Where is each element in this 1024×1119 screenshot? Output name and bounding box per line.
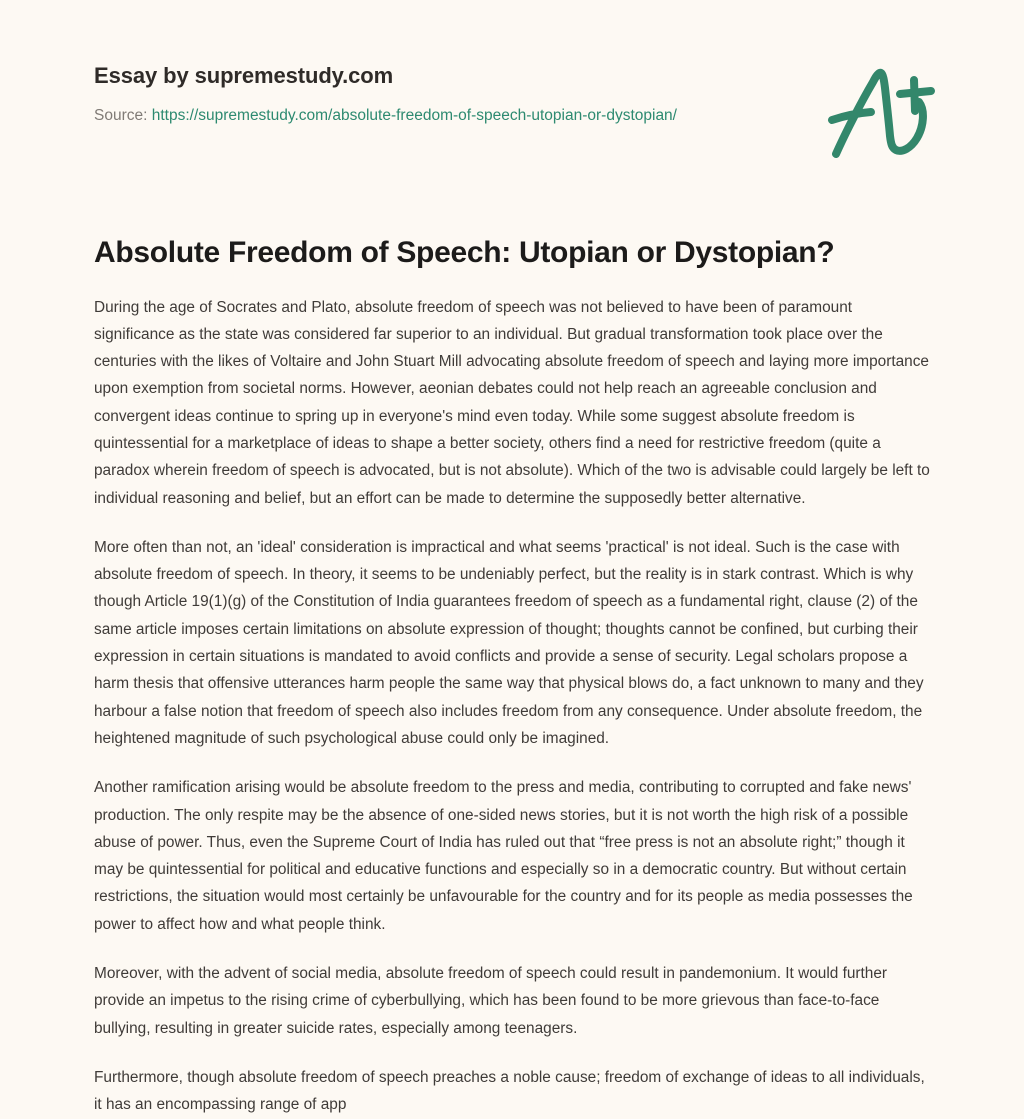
paragraph: Furthermore, though absolute freedom of speech preaches a noble cause; freedom of exchange of ideas to all individuals, it has an encompassing range of app bbox=[94, 1068, 925, 1114]
essay-byline: Essay by supremestudy.com bbox=[94, 63, 394, 88]
paragraph: More often than not, an 'ideal' consideration is impractical and what seems 'practical' is not ideal. Such is the case with absolute freedom of speech. In theory, it seems to be undeniably perfect, but the reality is in stark contrast. Which is why though Article 19(1)(g) of the Constitution of India guarantees freedom of speech as a fundamental right, clause (2) of the same article imposes certain limitations on absolute expression of thought; thoughts cannot be confined, but curbing their expression in certain situations is mandated to avoid conflicts and provide a sense of security. Legal scholars propose a harm thesis that offensive utterances harm people the same way that physical blows do, a fact unknown to many and they harbour a false notion that freedom of speech also includes freedom from any consequence. Under absolute freedom, the heightened magnitude of such psychological abuse could only be imagined. bbox=[94, 538, 924, 747]
paragraph: During the age of Socrates and Plato, absolute freedom of speech was not believed to have been of paramount significance as the state was considered far superior to an individual. But gradual transformation took place over the centuries with the likes of Voltaire and John Stuart Mill advocating absolute freedom of speech and laying more importance upon exemption from societal norms. However, aeonian debates could not help reach an agreeable conclusion and convergent ideas continue to spring up in everyone's mind even today. While some suggest absolute freedom is quintessential for a marketplace of ideas to shape a better society, others find a need for restrictive freedom (quite a paradox wherein freedom of speech is advocated, but is not absolute). Which of the two is advisable could largely be left to individual reasoning and belief, but an effort can be made to determine the supposedly better alternative. bbox=[94, 298, 930, 507]
paragraph: Another ramification arising would be absolute freedom to the press and media, contributing to corrupted and fake news' production. The only respite may be the absence of one-sided news stories, but it is not worth the high risk of a possible abuse of power. Thus, even the Supreme Court of India has ruled out that “free press is not an absolute right;” though it may be quintessential for political and educative functions and especially so in a democratic country. But without certain restrictions, the situation would most certainly be unfavourable for the country and for its people as media possesses the power to affect how and what people think. bbox=[94, 779, 913, 933]
article-body bbox=[94, 272, 934, 1119]
a-plus-logo-icon bbox=[818, 58, 948, 168]
source-url-link[interactable]: https://supremestudy.com/absolute-freedom-of-speech-utopian-or-dystopian/ bbox=[151, 107, 677, 125]
source-line bbox=[94, 107, 930, 124]
page-title: Absolute Freedom of Speech: Utopian or Dystopian? bbox=[94, 236, 835, 269]
source-label: Source: bbox=[94, 107, 148, 125]
document-header bbox=[94, 0, 930, 125]
paragraph: Moreover, with the advent of social media, absolute freedom of speech could result in pandemonium. It would further provide an impetus to the rising crime of cyberbullying, which has been found to be more grievous than face-to-face bullying, resulting in greater suicide rates, especially among teenagers. bbox=[94, 965, 888, 1037]
